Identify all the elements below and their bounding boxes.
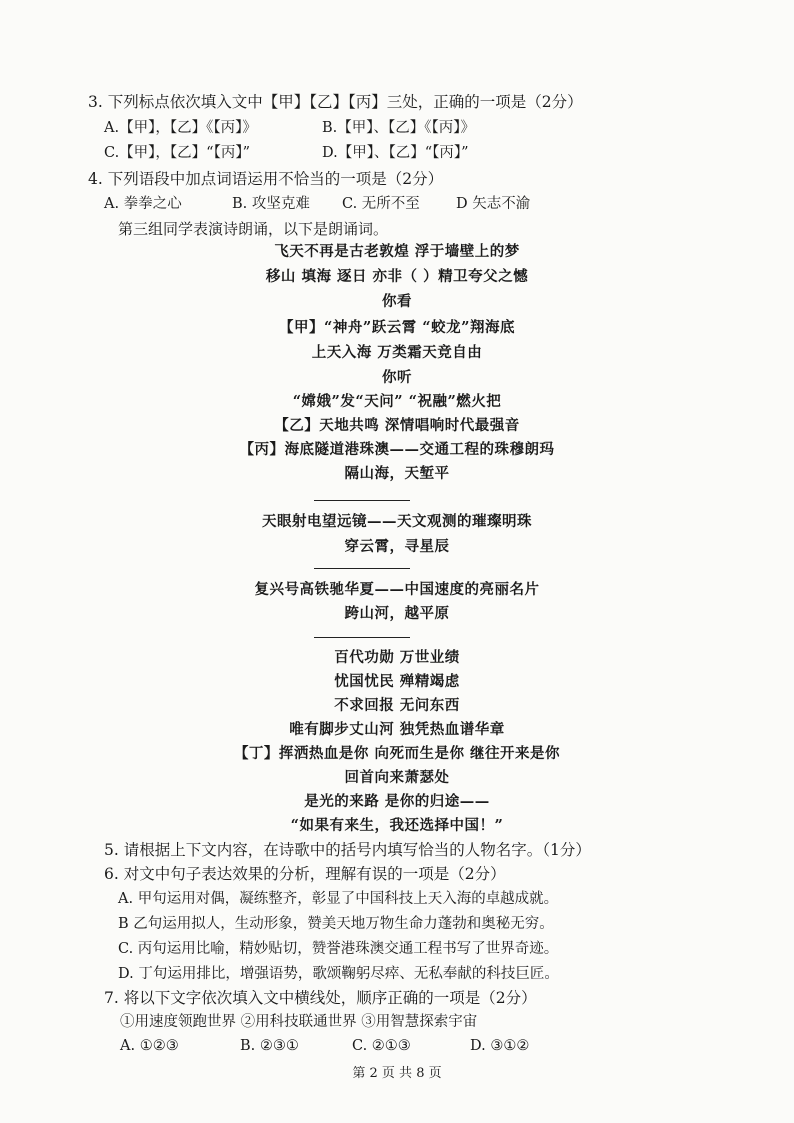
q6-option-b: B 乙句运用拟人，生动形象，赞美天地万物生命力蓬勃和奥秘无穷。 xyxy=(118,916,554,932)
q3-stem: 3. 下列标点依次填入文中【甲】【乙】【丙】三处，正确的一项是（2分） xyxy=(88,93,583,111)
poem-line: “嫦娥”发“天问” “祝融”燃火把 xyxy=(292,393,502,410)
poem-line: 复兴号高铁驰华夏——中国速度的亮丽名片 xyxy=(254,581,540,598)
q4-option-a: A. 拳拳之心 xyxy=(104,196,182,212)
q4-option-c: C. 无所不至 xyxy=(342,196,420,212)
poem-line: 不求回报 无问东西 xyxy=(334,697,460,714)
q6-option-d: D. 丁句运用排比，增强语势，歌颂鞠躬尽瘁、无私奉献的科技巨匠。 xyxy=(118,966,559,982)
poem-line-bing: 【丙】海底隧道港珠澳——交通工程的珠穆朗玛 xyxy=(239,441,555,458)
q3-option-b: B.【甲】、【乙】《【丙】》 xyxy=(322,120,476,136)
poem-line: 穿云霄，寻星辰 xyxy=(344,538,450,555)
q3-option-d: D.【甲】、【乙】“【丙】” xyxy=(322,145,469,161)
q4-stem: 4. 下列语段中加点词语运用不恰当的一项是（2分） xyxy=(88,170,444,188)
q7-stem: 7. 将以下文字依次填入文中横线处，顺序正确的一项是（2分） xyxy=(104,989,537,1007)
fill-blank-line-3 xyxy=(314,637,410,638)
q7-option-d: D. ③①② xyxy=(470,1038,530,1054)
q4-option-b: B. 攻坚克难 xyxy=(232,196,310,212)
poem-line: 回首向来萧瑟处 xyxy=(344,769,450,786)
poem-line: “如果有来生，我还选择中国！” xyxy=(290,817,504,834)
poem-line: 跨山河，越平原 xyxy=(344,605,450,622)
poem-line: 你听 xyxy=(382,369,412,386)
poem-line-jia: 【甲】“神舟”跃云霄 “蛟龙”翔海底 xyxy=(279,319,515,336)
poem-line: 移山 填海 逐日 亦非（ ）精卫夸父之憾 xyxy=(265,268,529,285)
poem-intro: 第三组同学表演诗朗诵，以下是朗诵词。 xyxy=(118,220,389,238)
poem-line: 忧国忧民 殚精竭虑 xyxy=(334,673,460,690)
poem-line: 百代功勋 万世业绩 xyxy=(334,649,460,666)
q7-items: ①用速度领跑世界 ②用科技联通世界 ③用智慧探索宇宙 xyxy=(120,1014,478,1030)
fill-blank-line-2 xyxy=(314,568,410,569)
q6-option-c: C. 丙句运用比喻，精妙贴切，赞誉港珠澳交通工程书写了世界奇迹。 xyxy=(118,941,559,957)
q6-option-a: A. 甲句运用对偶，凝练整齐，彰显了中国科技上天入海的卓越成就。 xyxy=(118,891,559,907)
poem-line: 唯有脚步丈山河 独凭热血谱华章 xyxy=(289,721,505,738)
poem-line-yi: 【乙】天地共鸣 深情唱响时代最强音 xyxy=(274,417,520,434)
poem-line: 你看 xyxy=(382,293,412,310)
poem-line: 是光的来路 是你的归途—— xyxy=(304,793,490,810)
poem-line-ding: 【丁】挥洒热血是你 向死而生是你 继往开来是你 xyxy=(233,745,561,762)
q6-stem: 6. 对文中句子表达效果的分析，理解有误的一项是（2分） xyxy=(104,865,506,883)
poem-line: 飞天不再是古老敦煌 浮于墙壁上的梦 xyxy=(274,243,520,260)
q3-option-c: C.【甲】，【乙】“【丙】” xyxy=(104,145,251,161)
q3-option-a: A.【甲】，【乙】《【丙】》 xyxy=(104,120,257,136)
poem-line: 隔山海，天堑平 xyxy=(344,465,450,482)
poem-line: 天眼射电望远镜——天文观测的璀璨明珠 xyxy=(262,513,532,530)
poem-line: 上天入海 万类霜天竞自由 xyxy=(311,344,483,361)
q7-option-b: B. ②③① xyxy=(240,1038,299,1054)
q5-stem: 5. 请根据上下文内容，在诗歌中的括号内填写恰当的人物名字。（1分） xyxy=(104,841,591,859)
fill-blank-line-1 xyxy=(314,500,410,501)
q7-option-a: A. ①②③ xyxy=(120,1038,179,1054)
q4-option-d: D 矢志不渝 xyxy=(456,196,531,212)
q7-option-c: C. ②①③ xyxy=(352,1038,411,1054)
page-number: 第 2 页 共 8 页 xyxy=(352,1066,442,1081)
